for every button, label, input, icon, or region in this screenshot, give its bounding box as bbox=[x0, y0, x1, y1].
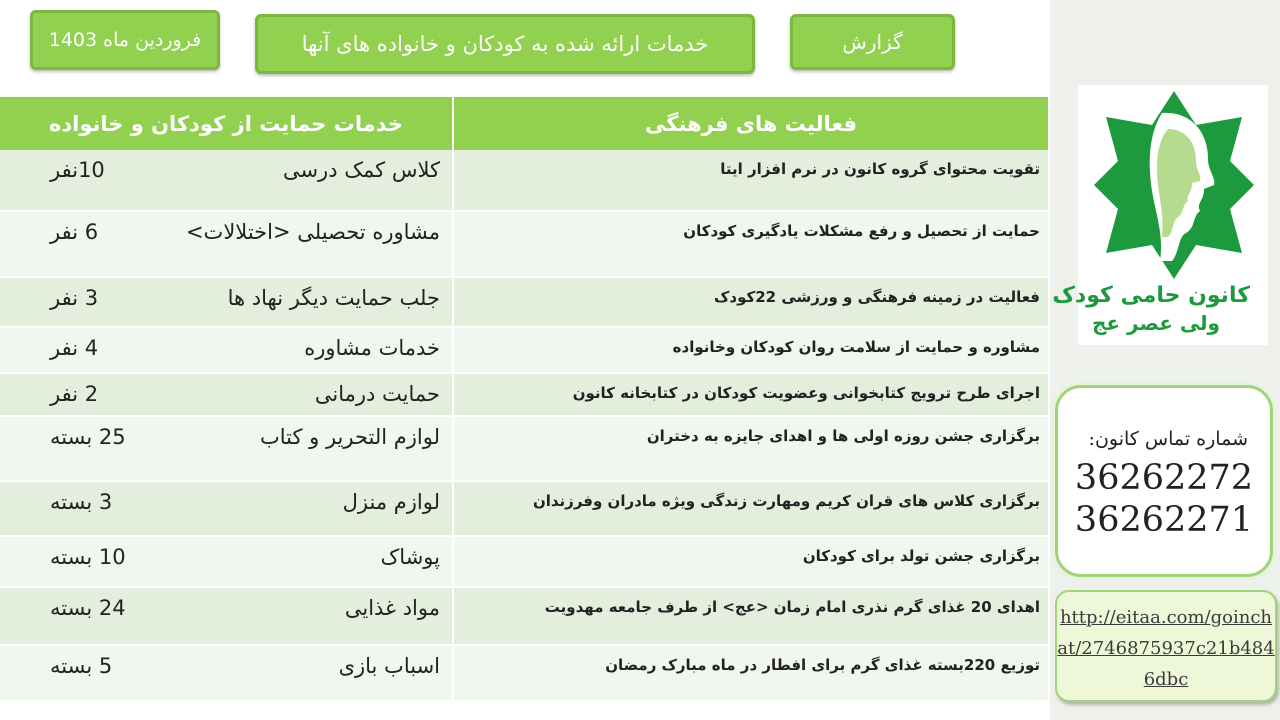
service-row bbox=[0, 374, 454, 417]
contact-box bbox=[1055, 385, 1273, 577]
date-text: فروردین ماه 1403 bbox=[48, 29, 202, 51]
activity-row bbox=[454, 328, 1048, 374]
service-name: حمایت درمانی bbox=[314, 382, 440, 406]
service-row bbox=[0, 278, 454, 328]
services-table bbox=[0, 97, 1048, 702]
service-count: 5 بسته bbox=[50, 654, 113, 678]
service-count: 10نفر bbox=[50, 158, 105, 182]
activity-text: توزیع 220بسته غذای گرم برای افطار در ماه مبارک رمضان bbox=[605, 656, 1040, 674]
eitaa-channel-link[interactable]: http://eitaa.com/goinchat/2746875937c21b4846dbc bbox=[1055, 590, 1277, 702]
activity-text: برگزاری جشن تولد برای کودکان bbox=[802, 547, 1040, 565]
service-count: 10 بسته bbox=[50, 545, 126, 569]
logo-text-line2: ولی عصر عج bbox=[1092, 311, 1220, 335]
service-count: 3 نفر bbox=[50, 286, 99, 310]
service-row bbox=[0, 646, 454, 702]
service-row bbox=[0, 150, 454, 212]
service-row bbox=[0, 482, 454, 537]
service-row bbox=[0, 588, 454, 646]
activity-row bbox=[454, 482, 1048, 537]
title-banner bbox=[255, 14, 755, 74]
report-banner bbox=[790, 14, 955, 70]
activity-text: تقویت محتوای گروه کانون در نرم افزار ایتا bbox=[720, 160, 1040, 178]
activity-row bbox=[454, 646, 1048, 702]
service-name: اسباب بازی bbox=[338, 654, 440, 678]
service-count: 25 بسته bbox=[50, 425, 126, 449]
date-banner bbox=[30, 10, 220, 70]
activity-text: برگزاری جشن روزه اولی ها و اهدای جایزه به دختران bbox=[646, 427, 1040, 445]
service-name: خدمات مشاوره bbox=[304, 336, 440, 360]
header-services: خدمات حمایت از کودکان و خانواده bbox=[0, 97, 454, 150]
service-count: 3 بسته bbox=[50, 490, 113, 514]
service-row bbox=[0, 328, 454, 374]
service-count: 6 نفر bbox=[50, 220, 99, 244]
activity-text: حمایت از تحصیل و رفع مشکلات یادگیری کودکان bbox=[683, 222, 1040, 240]
contact-label: شماره تماس کانون: bbox=[1088, 428, 1248, 450]
activity-row bbox=[454, 588, 1048, 646]
service-row bbox=[0, 537, 454, 588]
page-title: خدمات ارائه شده به کودکان و خانواده های آنها bbox=[301, 32, 709, 56]
service-count: 24 بسته bbox=[50, 596, 126, 620]
activity-text: اهدای 20 غذای گرم نذری امام زمان <عج> از طرف جامعه مهدویت bbox=[544, 598, 1040, 616]
activity-row bbox=[454, 150, 1048, 212]
service-name: مشاوره تحصیلی <اختلالات> bbox=[185, 220, 440, 244]
service-count: 2 نفر bbox=[50, 382, 99, 406]
phone-number-2: 36262271 bbox=[1074, 500, 1254, 540]
child-protection-logo-icon bbox=[1092, 85, 1256, 285]
organization-logo bbox=[1052, 85, 1268, 345]
activity-text: اجرای طرح ترویج کتابخوانی وعضویت کودکان در کتابخانه کانون bbox=[572, 384, 1040, 402]
activity-text: فعالیت در زمینه فرهنگی و ورزشی 22کودک bbox=[714, 288, 1040, 306]
service-name: لوازم منزل bbox=[342, 490, 440, 514]
service-name: پوشاک bbox=[380, 545, 440, 569]
activity-row bbox=[454, 212, 1048, 278]
activity-row bbox=[454, 417, 1048, 482]
service-row bbox=[0, 417, 454, 482]
phone-number-1: 36262272 bbox=[1074, 458, 1254, 498]
service-name: لوازم التحریر و کتاب bbox=[259, 425, 440, 449]
activity-text: مشاوره و حمایت از سلامت روان کودکان وخانواده bbox=[672, 338, 1040, 356]
service-name: کلاس کمک درسی bbox=[282, 158, 440, 182]
activity-row bbox=[454, 374, 1048, 417]
service-name: مواد غذایی bbox=[344, 596, 440, 620]
logo-text-line1: کانون حامی کودک bbox=[1052, 283, 1250, 308]
header-activities: فعالیت های فرهنگی bbox=[454, 97, 1048, 150]
activity-row bbox=[454, 278, 1048, 328]
service-count: 4 نفر bbox=[50, 336, 99, 360]
activity-row bbox=[454, 537, 1048, 588]
activity-text: برگزاری کلاس های قران کریم ومهارت زندگی ویژه مادران وفرزندان bbox=[532, 492, 1040, 510]
report-text: گزارش bbox=[842, 30, 903, 54]
service-name: جلب حمایت دیگر نهاد ها bbox=[227, 286, 440, 310]
service-row bbox=[0, 212, 454, 278]
